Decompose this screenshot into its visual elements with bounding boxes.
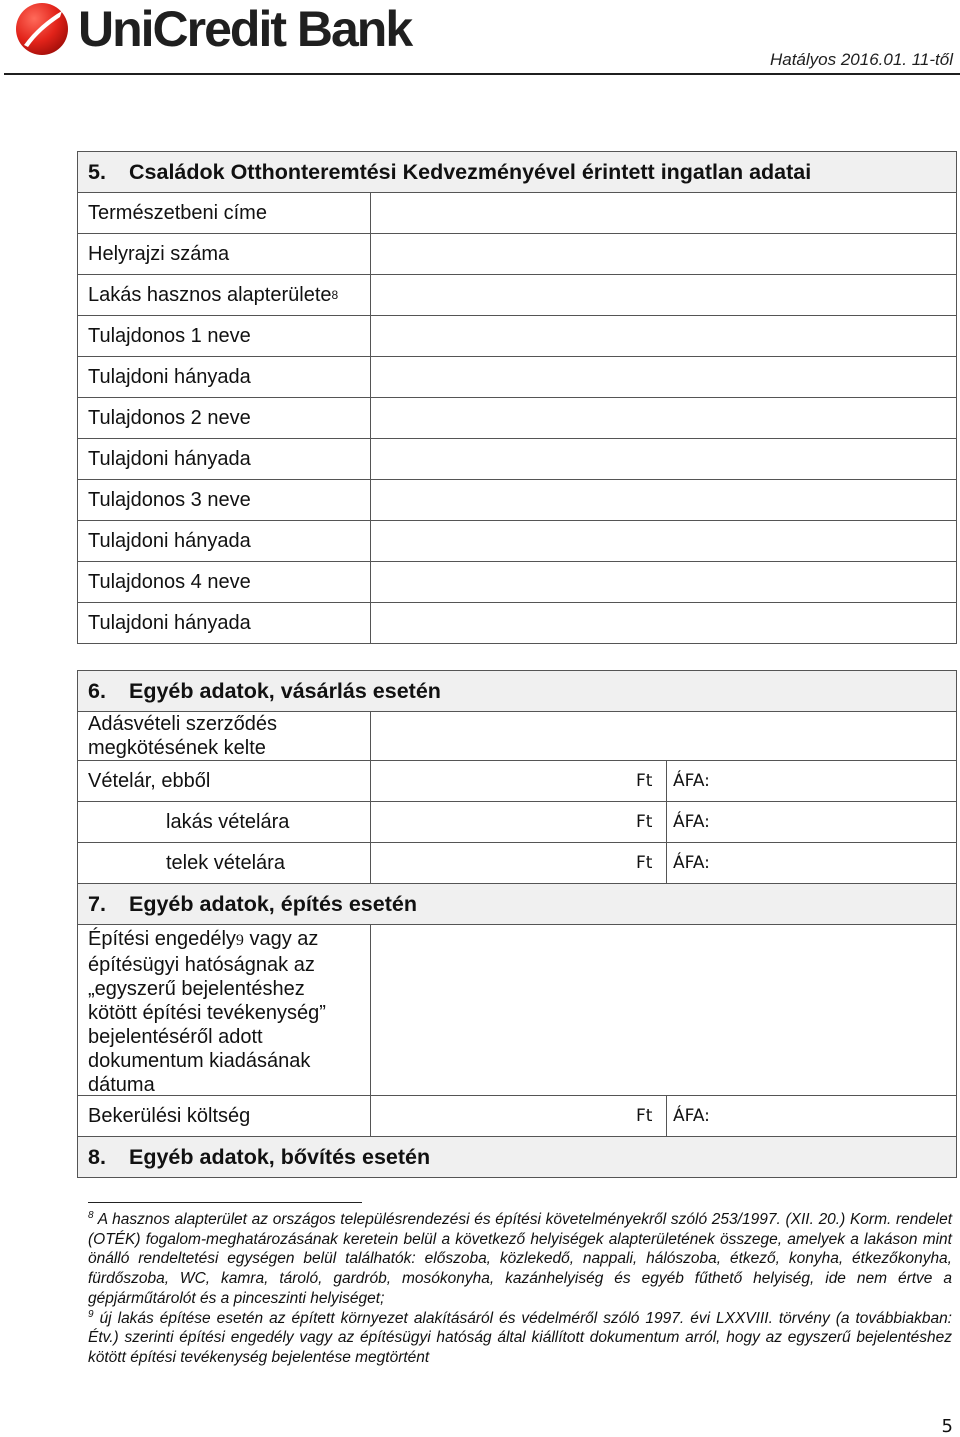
table-row bbox=[77, 439, 957, 480]
footnote-text: új lakás építése esetén az épített környezet alakításáról és védelméről szóló 1997. évi LXXVIII. törvény (a továbbiakban: Étv.) szerinti építési engedély vagy az építésügyi hatóság által kiállított dokumentum arról, hogy az egyszerű bejelentéshez kötött építési tevékenység bejelentése megtörtént bbox=[88, 1309, 952, 1366]
footnote-mark: 9 bbox=[88, 1308, 94, 1320]
section-8-title bbox=[78, 1137, 956, 1177]
owner-4-name-field[interactable] bbox=[371, 562, 956, 602]
section-number: 6. bbox=[88, 678, 106, 703]
owner-1-share-field[interactable] bbox=[371, 357, 956, 397]
owner-3-name-field[interactable] bbox=[371, 480, 956, 520]
column-divider bbox=[666, 1096, 667, 1136]
footnotes bbox=[88, 1210, 952, 1368]
section-7-header bbox=[77, 884, 957, 925]
table-row bbox=[77, 925, 957, 1096]
currency-label: Ft bbox=[636, 771, 653, 791]
section-number: 5. bbox=[88, 159, 106, 184]
column-divider bbox=[666, 843, 667, 883]
page-number: 5 bbox=[941, 1416, 953, 1437]
section-6-8-table bbox=[77, 670, 957, 1178]
vat-label: ÁFA: bbox=[673, 771, 710, 791]
field-label-line: bejelentéséről adott bbox=[88, 1026, 263, 1048]
field-label: Helyrajzi száma bbox=[78, 234, 371, 274]
unicredit-logo-icon bbox=[14, 1, 70, 57]
field-label-text: Lakás hasznos alapterülete bbox=[88, 283, 332, 306]
field-label bbox=[78, 925, 371, 1095]
effective-date: Hatályos 2016.01. 11-től bbox=[769, 50, 953, 69]
footnote-text: A hasznos alapterület az országos településrendezési és építési követelményekről szóló 253/1997. (XII. 20.) Korm. rendelet (OTÉK) fogalom-meghatározásának keretein belül a következő helyiségek alapterületének összege, amelyek a lakáson mint önálló rendeltetési egységen belül találhatók: előszoba, közlekedő, nappali, hálószoba, étkező, konyha, étkezőkonyha, fürdőszoba, WC, kamra, tároló, gardrób, mosókonyha, kazánhelyiség és egyéb fűthető helyiség, ide nem értve a gépjárműtárolót és a pinceszinti helyiséget; bbox=[88, 1211, 953, 1307]
owner-2-share-field[interactable] bbox=[371, 439, 956, 479]
field-label-text: vagy az bbox=[243, 928, 319, 950]
field-label-line: dokumentum kiadásának bbox=[88, 1050, 311, 1072]
currency-label: Ft bbox=[636, 1106, 653, 1126]
section-title-text: Családok Otthonteremtési Kedvezményével érintett ingatlan adatai bbox=[129, 159, 812, 184]
footnote-ref: 9 bbox=[235, 932, 244, 949]
table-row bbox=[77, 802, 957, 843]
section-5-table bbox=[77, 151, 957, 644]
footnote-9 bbox=[88, 1309, 952, 1368]
section-title-text: Egyéb adatok, bővítés esetén bbox=[129, 1144, 431, 1169]
contract-date-field[interactable] bbox=[371, 712, 956, 760]
field-label-line: megkötésének kelte bbox=[88, 737, 266, 759]
parcel-number-field[interactable] bbox=[371, 234, 956, 274]
field-label bbox=[78, 712, 371, 760]
field-label-line: dátuma bbox=[88, 1074, 155, 1096]
field-label-line: Adásvételi szerződés bbox=[88, 713, 277, 735]
field-label-line: építésügyi hatóságnak az bbox=[88, 954, 315, 976]
owner-3-share-field[interactable] bbox=[371, 521, 956, 561]
table-row bbox=[77, 193, 957, 234]
table-row bbox=[77, 761, 957, 802]
field-label: Tulajdoni hányada bbox=[78, 439, 371, 479]
column-divider bbox=[666, 802, 667, 842]
table-row bbox=[77, 562, 957, 603]
field-label-line bbox=[88, 927, 318, 953]
purchase-price-field[interactable] bbox=[371, 761, 956, 801]
section-8-header bbox=[77, 1137, 957, 1178]
owner-1-name-field[interactable] bbox=[371, 316, 956, 356]
section-number: 8. bbox=[88, 1144, 106, 1169]
section-title-text: Egyéb adatok, vásárlás esetén bbox=[129, 678, 441, 703]
table-row bbox=[77, 398, 957, 439]
table-row bbox=[77, 603, 957, 644]
permit-date-field[interactable] bbox=[371, 925, 956, 1095]
vat-label: ÁFA: bbox=[673, 1106, 710, 1126]
owner-2-name-field[interactable] bbox=[371, 398, 956, 438]
footnote-separator bbox=[88, 1202, 362, 1203]
floor-area-field[interactable] bbox=[371, 275, 956, 315]
table-row bbox=[77, 480, 957, 521]
field-label: Tulajdoni hányada bbox=[78, 521, 371, 561]
currency-label: Ft bbox=[636, 853, 653, 873]
brand-name: UniCredit Bank bbox=[78, 1, 412, 57]
plot-price-field[interactable] bbox=[371, 843, 956, 883]
field-label: lakás vételára bbox=[78, 802, 371, 842]
currency-label: Ft bbox=[636, 812, 653, 832]
field-label-line: kötött építési tevékenység” bbox=[88, 1002, 326, 1024]
table-row bbox=[77, 843, 957, 884]
field-label: Vételár, ebből bbox=[78, 761, 371, 801]
construction-cost-field[interactable] bbox=[371, 1096, 956, 1136]
section-6-header bbox=[77, 670, 957, 712]
field-label: Tulajdoni hányada bbox=[78, 603, 371, 643]
table-row bbox=[77, 234, 957, 275]
field-label: Természetbeni címe bbox=[78, 193, 371, 233]
field-label: Tulajdonos 1 neve bbox=[78, 316, 371, 356]
section-title-text: Egyéb adatok, építés esetén bbox=[129, 891, 417, 916]
field-label: Tulajdonos 3 neve bbox=[78, 480, 371, 520]
vat-label: ÁFA: bbox=[673, 812, 710, 832]
table-row bbox=[77, 521, 957, 562]
field-label: Tulajdonos 4 neve bbox=[78, 562, 371, 602]
footnote-mark: 8 bbox=[88, 1209, 94, 1221]
owner-4-share-field[interactable] bbox=[371, 603, 956, 643]
section-5-title bbox=[78, 152, 956, 192]
table-row bbox=[77, 357, 957, 398]
field-label-line: „egyszerű bejelentéshez bbox=[88, 978, 305, 1000]
section-6-title bbox=[78, 671, 956, 711]
table-row bbox=[77, 712, 957, 761]
header-divider bbox=[4, 73, 960, 75]
section-5-header bbox=[77, 151, 957, 193]
section-7-title bbox=[78, 884, 956, 924]
address-field[interactable] bbox=[371, 193, 956, 233]
field-label: Tulajdoni hányada bbox=[78, 357, 371, 397]
table-row bbox=[77, 275, 957, 316]
field-label: telek vételára bbox=[78, 843, 371, 883]
field-label-text: Építési engedély bbox=[88, 928, 236, 950]
footnote-8 bbox=[88, 1210, 952, 1309]
column-divider bbox=[666, 761, 667, 801]
section-number: 7. bbox=[88, 891, 106, 916]
vat-label: ÁFA: bbox=[673, 853, 710, 873]
field-label: Bekerülési költség bbox=[78, 1096, 371, 1136]
flat-price-field[interactable] bbox=[371, 802, 956, 842]
unicredit-logo bbox=[14, 2, 411, 56]
table-row bbox=[77, 316, 957, 357]
table-row bbox=[77, 1096, 957, 1137]
field-label: Tulajdonos 2 neve bbox=[78, 398, 371, 438]
field-label: Lakás hasznos alapterülete 8 bbox=[78, 275, 371, 315]
